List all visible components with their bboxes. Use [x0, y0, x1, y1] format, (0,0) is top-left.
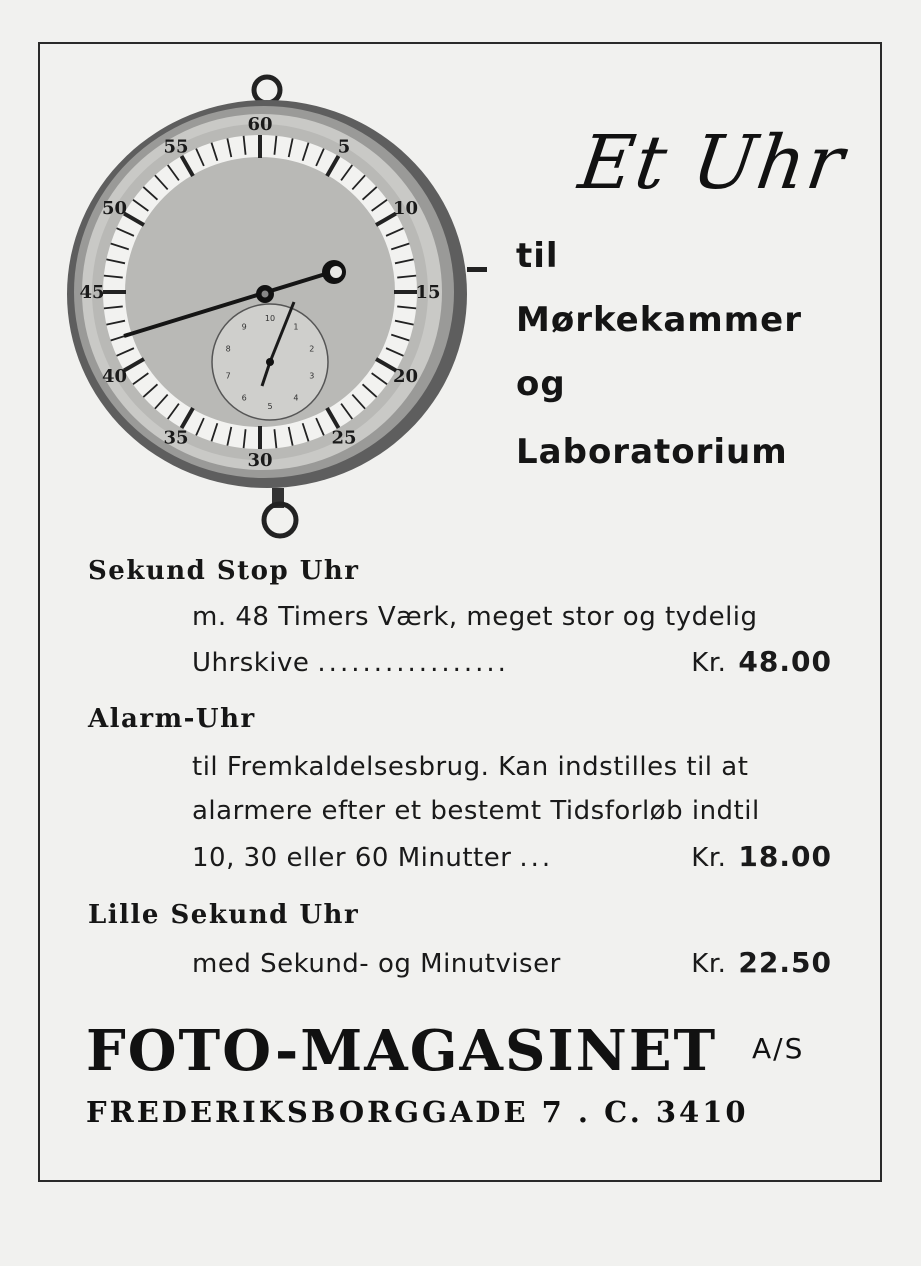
subdial-number: 5	[267, 402, 273, 411]
subdial-number: 2	[309, 344, 315, 354]
product-title: Alarm-Uhr	[88, 704, 256, 734]
headline-line-4: Laboratorium	[516, 432, 788, 472]
dial-number: 60	[247, 114, 273, 135]
currency-label: Kr.	[691, 843, 727, 873]
product-price-line	[192, 946, 832, 979]
subdial-number: 9	[241, 322, 247, 332]
side-crown-icon	[467, 267, 487, 272]
subdial-number: 3	[309, 371, 315, 381]
dial-number: 45	[79, 282, 105, 303]
dial-number: 55	[163, 136, 189, 158]
dial-number: 40	[101, 366, 128, 387]
product-desc-line: m. 48 Timers Værk, meget stor og tydelig	[192, 602, 758, 632]
dial-number: 30	[247, 450, 273, 471]
product-desc-last: 10, 30 eller 60 Minutter	[192, 843, 512, 873]
product-price-line	[192, 840, 832, 873]
currency-label: Kr.	[691, 949, 727, 979]
subdial-number: 1	[293, 322, 299, 332]
subdial-number: 4	[293, 393, 299, 403]
dial-number: 15	[415, 282, 441, 303]
product-desc-last: Uhrskive	[192, 648, 310, 678]
company-suffix: A/S	[752, 1032, 805, 1065]
headline-line-3: og	[516, 364, 566, 404]
dial-number: 25	[331, 427, 357, 449]
bottom-ring-icon	[264, 504, 296, 536]
stopwatch-illustration	[62, 70, 492, 550]
product-title: Lille Sekund Uhr	[88, 900, 360, 930]
company-address: FREDERIKSBORGGADE 7 . C. 3410	[86, 1095, 749, 1129]
dial-number: 5	[337, 136, 351, 158]
subdial-number: 7	[225, 371, 231, 381]
dial-number: 35	[163, 427, 189, 449]
product-title: Sekund Stop Uhr	[88, 556, 360, 586]
product-desc-line: til Fremkaldelsesbrug. Kan indstilles til at	[192, 752, 749, 782]
top-ring-icon	[254, 77, 280, 103]
product-price: 18.00	[738, 840, 832, 873]
product-price: 48.00	[738, 645, 832, 678]
product-price: 22.50	[738, 946, 832, 979]
subdial-number: 8	[225, 344, 231, 354]
leader-dots: ...	[519, 843, 554, 873]
dial-number: 50	[101, 198, 128, 219]
product-desc-line: alarmere efter et bestemt Tidsforløb indtil	[192, 796, 760, 826]
product-price-line	[192, 645, 832, 678]
company-name: FOTO-MAGASINET	[86, 1018, 718, 1084]
leader-dots: .................	[317, 648, 509, 678]
headline-line-2: Mørkekammer	[516, 300, 802, 340]
product-desc-last: med Sekund- og Minutviser	[192, 949, 561, 979]
subdial-number: 10	[264, 314, 276, 323]
dial-number: 20	[392, 366, 419, 387]
dial-number: 10	[392, 198, 419, 219]
script-title: Et Uhr	[573, 120, 851, 206]
subdial-number: 6	[241, 393, 247, 403]
currency-label: Kr.	[691, 648, 727, 678]
headline-line-1: til	[516, 236, 559, 276]
